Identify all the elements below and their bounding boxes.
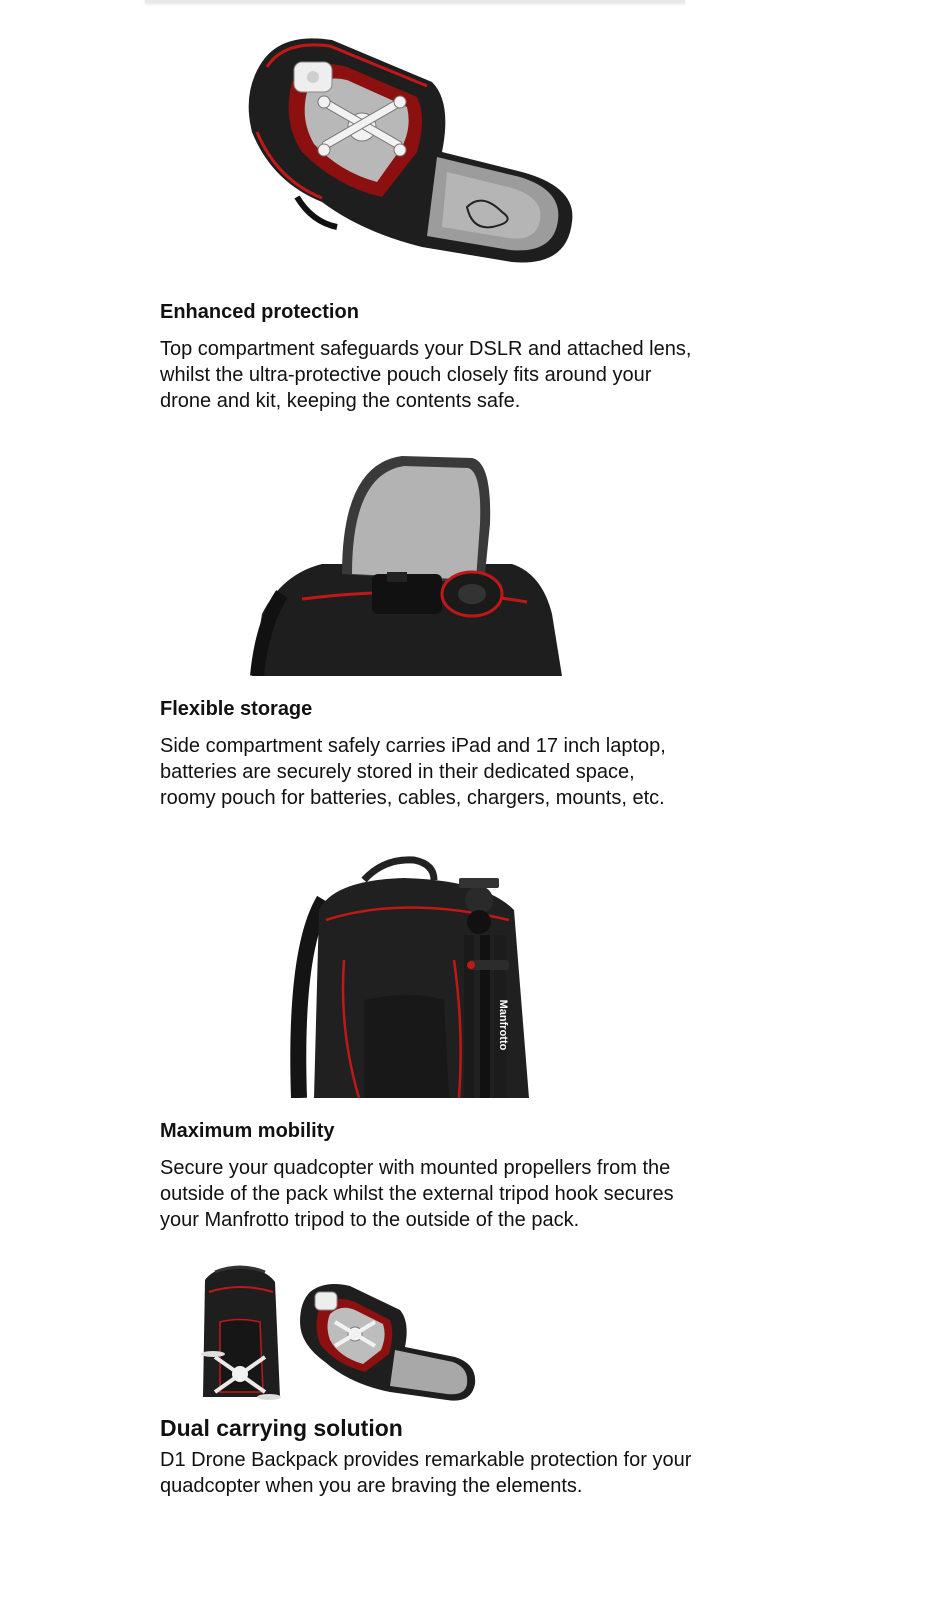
top-divider	[145, 0, 685, 3]
dual-carrying-backpacks-image	[185, 1262, 485, 1410]
section-text-enhanced-protection: Top compartment safeguards your DSLR and attached lens, whilst the ultra-protective pouch closely fits around your drone and kit, keeping the contents safe.	[160, 338, 692, 412]
top-compartment-camera-image	[222, 424, 604, 676]
section-text-maximum-mobility: Secure your quadcopter with mounted propellers from the outside of the pack whilst the external tripod hook secures your Manfrotto tripod to the outside of the pack.	[160, 1157, 674, 1231]
open-drone-backpack-image	[222, 22, 604, 280]
section-heading-flexible-storage: Flexible storage	[160, 698, 313, 720]
section-heading-maximum-mobility: Maximum mobility	[160, 1120, 335, 1142]
backpack-with-tripod-image	[264, 850, 562, 1098]
section-text-dual-carrying-solution: D1 Drone Backpack provides remarkable protection for your quadcopter when you are braving the elements.	[160, 1449, 692, 1497]
tripod-brand-label: Manfrotto	[497, 999, 509, 1051]
section-heading-enhanced-protection: Enhanced protection	[160, 301, 359, 323]
section-text-flexible-storage: Side compartment safely carries iPad and 17 inch laptop, batteries are securely stored in their dedicated space, roomy pouch for batteries, cables, chargers, mounts, etc.	[160, 735, 666, 809]
section-heading-dual-carrying-solution: Dual carrying solution	[160, 1415, 403, 1441]
